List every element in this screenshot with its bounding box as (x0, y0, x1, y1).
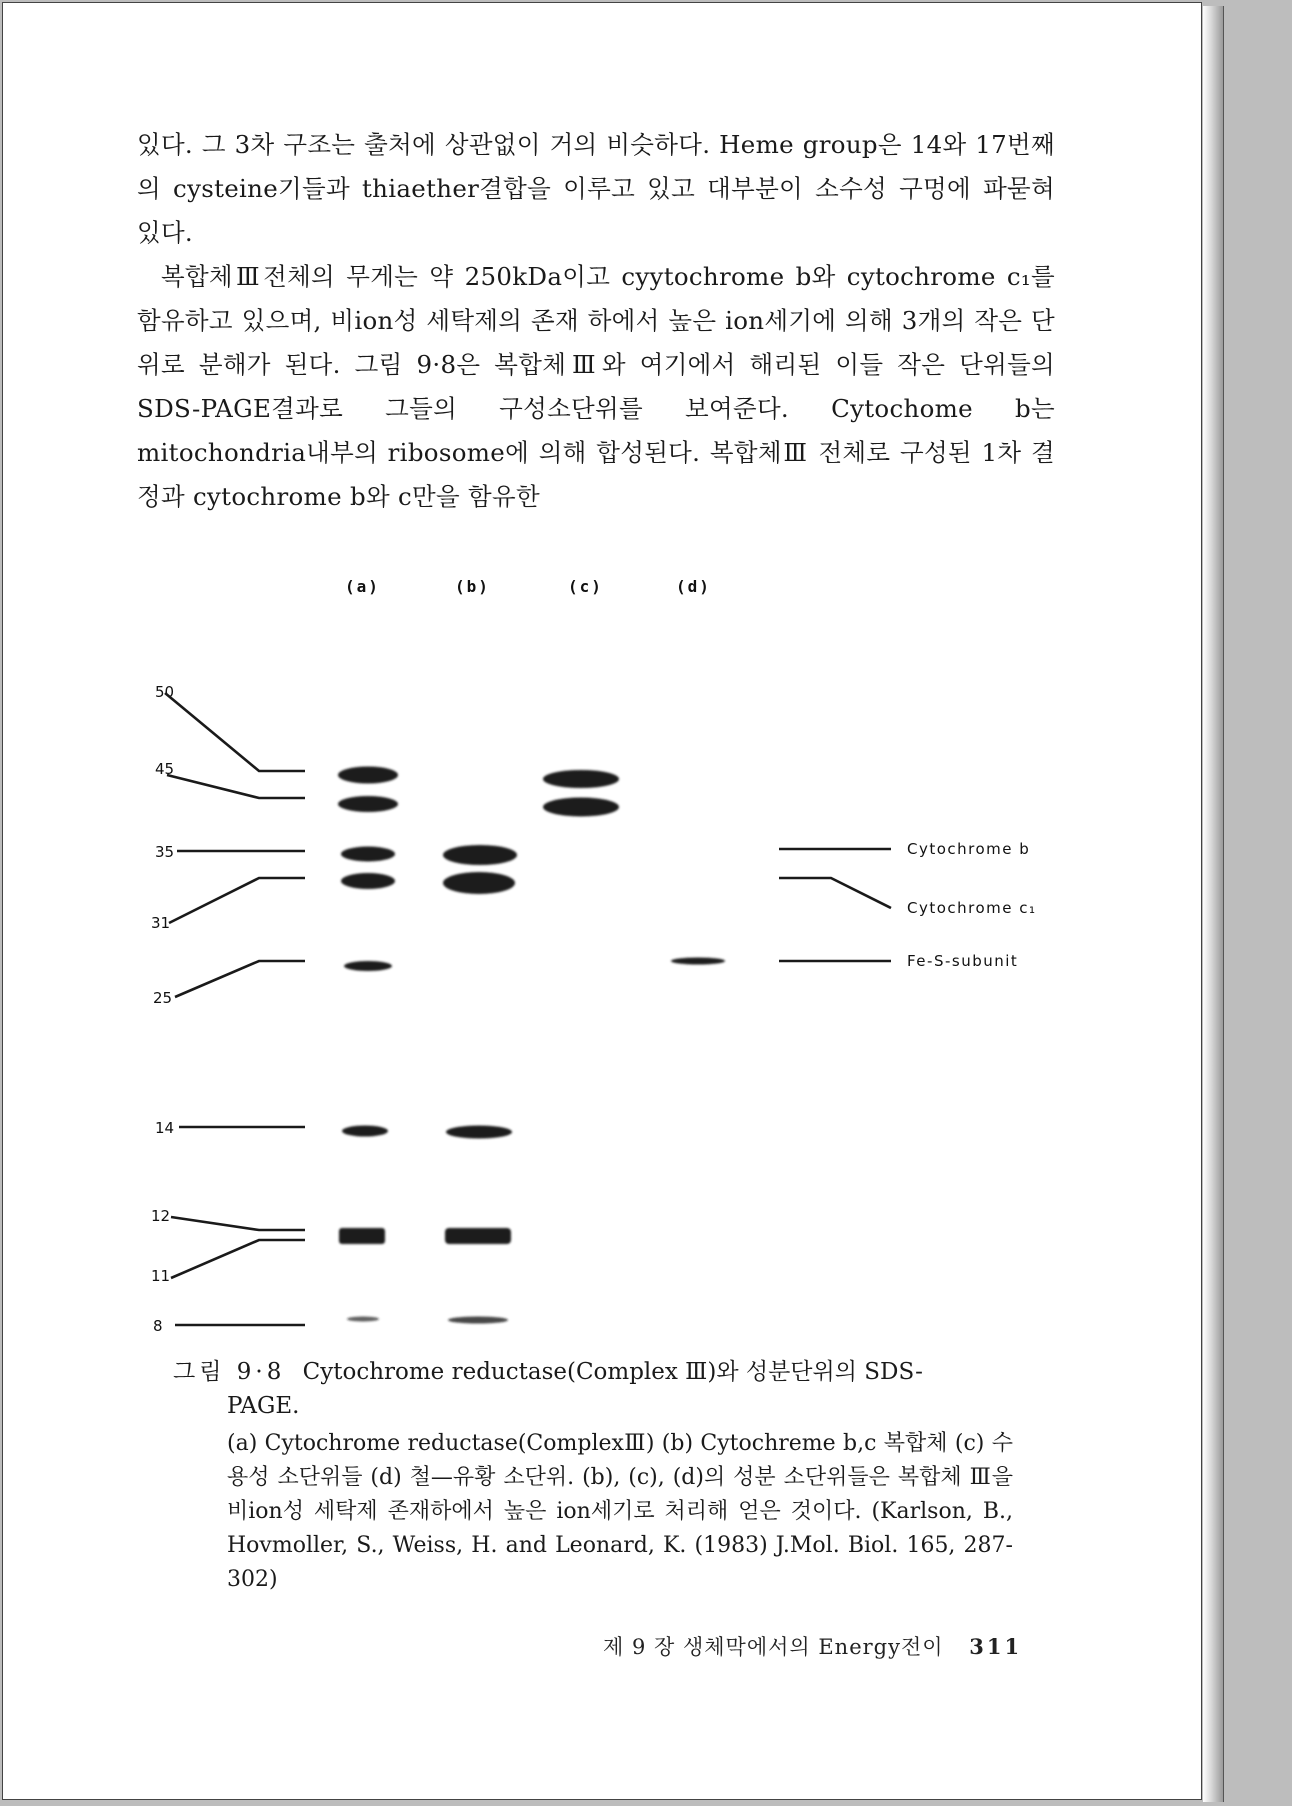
page-stack-edge (1203, 6, 1224, 1802)
footer-chapter: 제 9 장 생체막에서의 Energy전이 (603, 1635, 944, 1659)
lane-d-bands (671, 958, 725, 965)
band-b-31 (443, 872, 515, 894)
lane-a-bands (338, 767, 398, 1322)
band-d-fes (671, 958, 725, 965)
marker-label-14: 14 (155, 1119, 175, 1137)
band-label-cytochrome-c1: Cytochrome c₁ (907, 899, 1037, 917)
paragraph-2: 복합체Ⅲ전체의 무게는 약 250kDa이고 cyytochrome b와 cytochrome c₁를 함유하고 있으며, 비ion성 세탁제의 존재 하에서 높은 ion세기에 의해 3개의 작은 단위로 분해가 된다. 그림 9·8은 복합체Ⅲ와 여기에서 해리된 이들 작은 단위들의 SDS-PAGE결과로 그들의 구성소단위를 보여준다. Cytochome b는 mitochondria내부의 ribosome에 의해 합성된다. 복합체Ⅲ 전체로 구성된 1차 결정과 cytochrome b와 c만을 함유한 (137, 262, 1055, 511)
band-a-14 (342, 1126, 388, 1137)
lane-label-d: (d) (676, 577, 711, 596)
body-text (137, 123, 1055, 519)
leader-line-12 (171, 1217, 305, 1230)
marker-label-8: 8 (153, 1317, 163, 1335)
lane-label-a: (a) (345, 577, 380, 596)
marker-label-35: 35 (155, 843, 175, 861)
leader-line-45 (167, 775, 305, 798)
leader-line-25 (175, 961, 305, 997)
band-a-45 (338, 767, 398, 784)
lane-label-c: (c) (568, 577, 603, 596)
label-line-cytochrome-c1 (779, 878, 891, 908)
page-footer (603, 1631, 1022, 1661)
marker-leader-lines (165, 693, 305, 1325)
band-b-12 (445, 1228, 511, 1244)
caption-title-line1: Cytochrome reductase(Complex Ⅲ)와 성분단위의 SDS- (302, 1359, 923, 1385)
band-label-cytochrome-b: Cytochrome b (907, 840, 1031, 858)
page-number: 311 (969, 1634, 1023, 1659)
band-label-fes-subunit: Fe-S-subunit (907, 952, 1019, 970)
lane-c-bands (543, 770, 619, 817)
band-label-lines (779, 849, 891, 961)
paragraph-1: 있다. 그 3차 구조는 출처에 상관없이 거의 비슷하다. Heme group은 14와 17번째의 cysteine기들과 thiaether결합을 이루고 있고 대부분이 소수성 구멍에 파묻혀 있다. (137, 130, 1055, 247)
marker-label-25: 25 (153, 989, 173, 1007)
band-b-35 (443, 845, 517, 865)
marker-label-50: 50 (155, 683, 175, 701)
band-a-12 (339, 1228, 385, 1244)
document-page (2, 2, 1202, 1800)
marker-label-45: 45 (155, 760, 175, 778)
band-a-31 (341, 873, 395, 889)
band-a-43 (338, 796, 398, 812)
leader-line-50 (165, 693, 305, 771)
band-c-43 (543, 798, 619, 817)
lane-b-bands (443, 845, 517, 1324)
band-c-45 (543, 770, 619, 788)
band-a-8 (347, 1317, 379, 1322)
band-b-8 (448, 1317, 508, 1324)
leader-line-31 (169, 878, 305, 923)
marker-label-31: 31 (151, 914, 171, 932)
caption-detail: (a) Cytochrome reductase(ComplexⅢ) (b) Cytochreme b,c 복합체 (c) 수용성 소단위들 (d) 철—유황 소단위. (b), (c), (d)의 성분 소단위들은 복합체 Ⅲ을 비ion성 세탁제 존재하에서 높은 ion세기로 처리해 얻은 것이다. (Karlson, B., Hovmoller, S., Weiss, H. and Leonard, K. (1983) J.Mol. Biol. 165, 287-302) (227, 1431, 1013, 1592)
leader-line-11 (171, 1240, 305, 1278)
marker-label-11: 11 (151, 1267, 171, 1285)
caption-number: 그림 9·8 (173, 1359, 286, 1385)
marker-label-12: 12 (151, 1207, 171, 1225)
band-a-25 (344, 961, 392, 971)
band-a-35 (341, 847, 395, 862)
figure-caption (173, 1355, 1013, 1597)
caption-title-line2: PAGE. (227, 1393, 300, 1419)
sds-page-gel-figure (143, 663, 1063, 1343)
lane-label-b: (b) (455, 577, 490, 596)
band-b-14 (446, 1126, 512, 1139)
